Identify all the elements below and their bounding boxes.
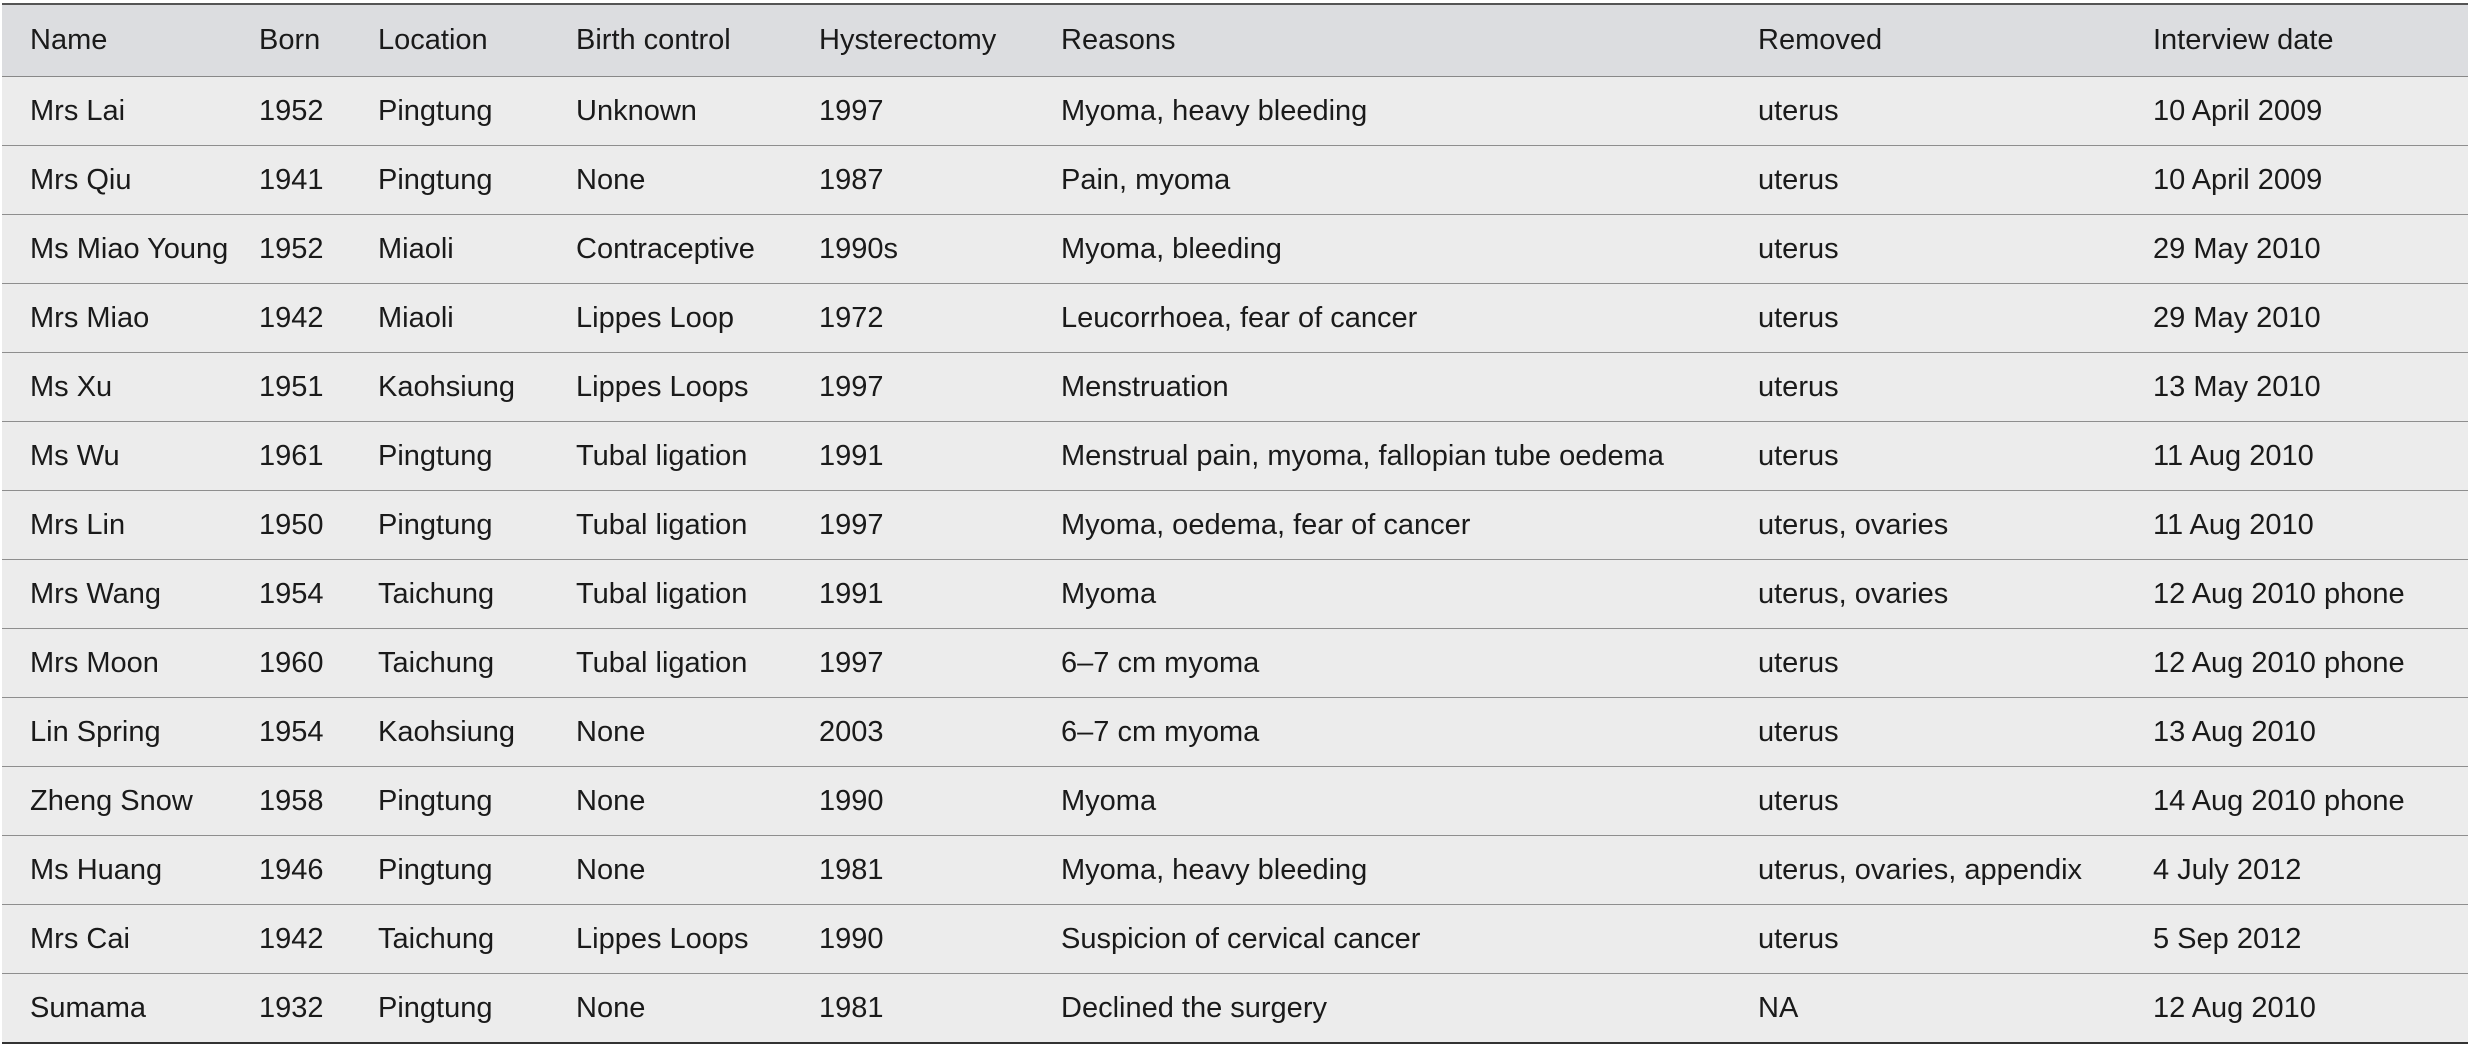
born-cell: 1961 (259, 422, 378, 491)
removed-cell: uterus, ovaries, appendix (1758, 836, 2153, 905)
table-row (2, 974, 2468, 1044)
table-row (2, 767, 2468, 836)
name-cell: Mrs Qiu (2, 146, 259, 215)
table-row (2, 146, 2468, 215)
born-cell: 1941 (259, 146, 378, 215)
name-cell: Mrs Cai (2, 905, 259, 974)
born-cell: 1952 (259, 77, 378, 146)
table-row (2, 629, 2468, 698)
reasons-cell: Myoma, oedema, fear of cancer (1061, 491, 1758, 560)
birth-control-cell: None (576, 698, 819, 767)
reasons-cell: Menstrual pain, myoma, fallopian tube oedema (1061, 422, 1758, 491)
column-header-reasons: Reasons (1061, 4, 1758, 77)
table-row (2, 905, 2468, 974)
hysterectomy-cell: 1981 (819, 836, 1061, 905)
name-cell: Ms Huang (2, 836, 259, 905)
removed-cell: uterus (1758, 353, 2153, 422)
name-cell: Mrs Wang (2, 560, 259, 629)
interview-date-cell: 29 May 2010 (2153, 284, 2468, 353)
removed-cell: uterus (1758, 146, 2153, 215)
born-cell: 1954 (259, 698, 378, 767)
born-cell: 1960 (259, 629, 378, 698)
hysterectomy-cell: 1997 (819, 77, 1061, 146)
location-cell: Taichung (378, 629, 576, 698)
name-cell: Mrs Lin (2, 491, 259, 560)
table-row (2, 353, 2468, 422)
interview-date-cell: 10 April 2009 (2153, 146, 2468, 215)
location-cell: Kaohsiung (378, 353, 576, 422)
interview-date-cell: 12 Aug 2010 phone (2153, 629, 2468, 698)
reasons-cell: Myoma (1061, 560, 1758, 629)
header-row (2, 4, 2468, 77)
reasons-cell: Leucorrhoea, fear of cancer (1061, 284, 1758, 353)
interview-table (2, 3, 2468, 1044)
born-cell: 1958 (259, 767, 378, 836)
reasons-cell: Pain, myoma (1061, 146, 1758, 215)
reasons-cell: Menstruation (1061, 353, 1758, 422)
name-cell: Ms Xu (2, 353, 259, 422)
interview-date-cell: 29 May 2010 (2153, 215, 2468, 284)
table-header (2, 4, 2468, 77)
table-row (2, 284, 2468, 353)
location-cell: Pingtung (378, 974, 576, 1044)
hysterectomy-cell: 1972 (819, 284, 1061, 353)
interview-date-cell: 13 May 2010 (2153, 353, 2468, 422)
birth-control-cell: Tubal ligation (576, 491, 819, 560)
interview-date-cell: 12 Aug 2010 (2153, 974, 2468, 1044)
hysterectomy-cell: 1981 (819, 974, 1061, 1044)
location-cell: Pingtung (378, 836, 576, 905)
name-cell: Lin Spring (2, 698, 259, 767)
location-cell: Kaohsiung (378, 698, 576, 767)
born-cell: 1946 (259, 836, 378, 905)
hysterectomy-cell: 2003 (819, 698, 1061, 767)
hysterectomy-cell: 1990s (819, 215, 1061, 284)
name-cell: Ms Miao Young (2, 215, 259, 284)
removed-cell: uterus (1758, 698, 2153, 767)
data-table-container (2, 3, 2468, 1044)
removed-cell: NA (1758, 974, 2153, 1044)
born-cell: 1954 (259, 560, 378, 629)
reasons-cell: Myoma, heavy bleeding (1061, 77, 1758, 146)
table-row (2, 77, 2468, 146)
location-cell: Taichung (378, 560, 576, 629)
location-cell: Pingtung (378, 146, 576, 215)
reasons-cell: Declined the surgery (1061, 974, 1758, 1044)
location-cell: Taichung (378, 905, 576, 974)
name-cell: Zheng Snow (2, 767, 259, 836)
table-row (2, 215, 2468, 284)
location-cell: Miaoli (378, 215, 576, 284)
interview-date-cell: 11 Aug 2010 (2153, 422, 2468, 491)
name-cell: Mrs Miao (2, 284, 259, 353)
birth-control-cell: None (576, 146, 819, 215)
column-header-interview-date: Interview date (2153, 4, 2468, 77)
born-cell: 1952 (259, 215, 378, 284)
table-row (2, 422, 2468, 491)
reasons-cell: Myoma, bleeding (1061, 215, 1758, 284)
removed-cell: uterus (1758, 422, 2153, 491)
table-body (2, 77, 2468, 1044)
birth-control-cell: Unknown (576, 77, 819, 146)
reasons-cell: Myoma (1061, 767, 1758, 836)
removed-cell: uterus (1758, 77, 2153, 146)
name-cell: Mrs Moon (2, 629, 259, 698)
born-cell: 1942 (259, 905, 378, 974)
removed-cell: uterus (1758, 905, 2153, 974)
column-header-location: Location (378, 4, 576, 77)
location-cell: Miaoli (378, 284, 576, 353)
interview-date-cell: 10 April 2009 (2153, 77, 2468, 146)
location-cell: Pingtung (378, 767, 576, 836)
hysterectomy-cell: 1997 (819, 353, 1061, 422)
table-row (2, 836, 2468, 905)
name-cell: Sumama (2, 974, 259, 1044)
born-cell: 1950 (259, 491, 378, 560)
birth-control-cell: Contraceptive (576, 215, 819, 284)
birth-control-cell: Lippes Loops (576, 353, 819, 422)
born-cell: 1951 (259, 353, 378, 422)
table-row (2, 560, 2468, 629)
table-row (2, 698, 2468, 767)
location-cell: Pingtung (378, 422, 576, 491)
hysterectomy-cell: 1991 (819, 422, 1061, 491)
removed-cell: uterus (1758, 767, 2153, 836)
reasons-cell: Suspicion of cervical cancer (1061, 905, 1758, 974)
location-cell: Pingtung (378, 491, 576, 560)
name-cell: Mrs Lai (2, 77, 259, 146)
column-header-born: Born (259, 4, 378, 77)
removed-cell: uterus (1758, 629, 2153, 698)
interview-date-cell: 14 Aug 2010 phone (2153, 767, 2468, 836)
name-cell: Ms Wu (2, 422, 259, 491)
hysterectomy-cell: 1990 (819, 905, 1061, 974)
removed-cell: uterus, ovaries (1758, 491, 2153, 560)
hysterectomy-cell: 1990 (819, 767, 1061, 836)
interview-date-cell: 12 Aug 2010 phone (2153, 560, 2468, 629)
column-header-name: Name (2, 4, 259, 77)
column-header-birth-control: Birth control (576, 4, 819, 77)
table-row (2, 491, 2468, 560)
hysterectomy-cell: 1997 (819, 491, 1061, 560)
birth-control-cell: Tubal ligation (576, 422, 819, 491)
location-cell: Pingtung (378, 77, 576, 146)
birth-control-cell: Lippes Loops (576, 905, 819, 974)
removed-cell: uterus, ovaries (1758, 560, 2153, 629)
reasons-cell: Myoma, heavy bleeding (1061, 836, 1758, 905)
birth-control-cell: Lippes Loop (576, 284, 819, 353)
reasons-cell: 6–7 cm myoma (1061, 698, 1758, 767)
hysterectomy-cell: 1987 (819, 146, 1061, 215)
hysterectomy-cell: 1991 (819, 560, 1061, 629)
interview-date-cell: 11 Aug 2010 (2153, 491, 2468, 560)
removed-cell: uterus (1758, 284, 2153, 353)
birth-control-cell: None (576, 836, 819, 905)
reasons-cell: 6–7 cm myoma (1061, 629, 1758, 698)
birth-control-cell: Tubal ligation (576, 560, 819, 629)
birth-control-cell: None (576, 767, 819, 836)
removed-cell: uterus (1758, 215, 2153, 284)
column-header-hysterectomy: Hysterectomy (819, 4, 1061, 77)
born-cell: 1932 (259, 974, 378, 1044)
interview-date-cell: 4 July 2012 (2153, 836, 2468, 905)
interview-date-cell: 13 Aug 2010 (2153, 698, 2468, 767)
born-cell: 1942 (259, 284, 378, 353)
birth-control-cell: Tubal ligation (576, 629, 819, 698)
birth-control-cell: None (576, 974, 819, 1044)
column-header-removed: Removed (1758, 4, 2153, 77)
hysterectomy-cell: 1997 (819, 629, 1061, 698)
interview-date-cell: 5 Sep 2012 (2153, 905, 2468, 974)
